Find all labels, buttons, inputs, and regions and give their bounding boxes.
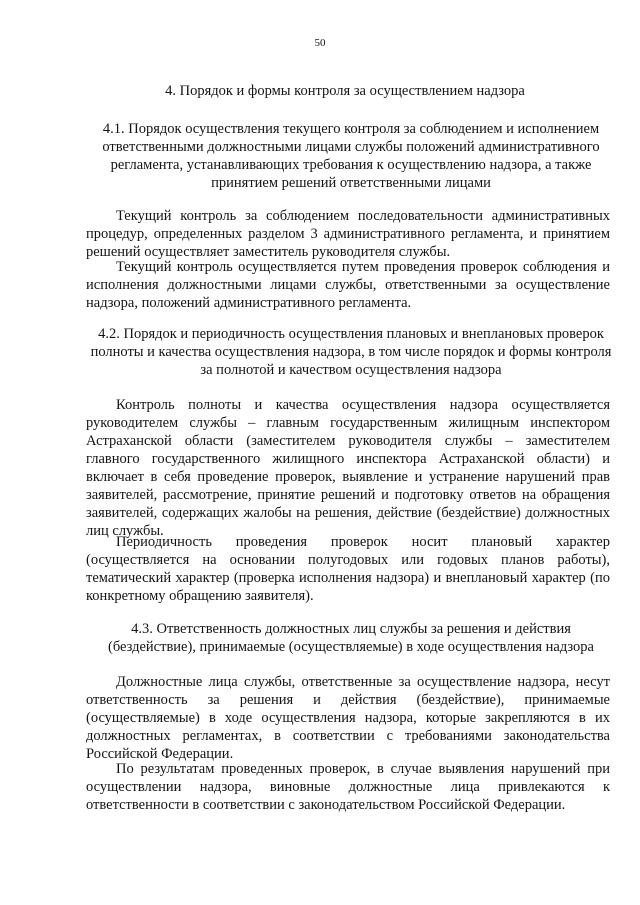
- subsection-heading-4-1: 4.1. Порядок осуществления текущего контроля за соблюдением и исполнением ответственными должностными лицами службы положений административного регламента, устанавливающих требования к осуществлению надзора, а также принятием решений ответственными лицами: [102, 121, 600, 191]
- subsection-heading-4-3: 4.3. Ответственность должностных лиц службы за решения и действия (бездействие), принимаемые (осуществляемые) в ходе осуществления надзора: [108, 621, 594, 655]
- section-title: 4. Порядок и формы контроля за осуществлением надзора: [165, 83, 525, 99]
- paragraph: Должностные лица службы, ответственные за осуществление надзора, несут ответственность за решения и действия (бездействие), принимаемые (осуществляемые) в ходе осуществления надзора, которые закрепляются в их должностных регламентах, в соответствии с требованиями законодательства Российской Федерации.: [86, 674, 610, 762]
- paragraph: По результатам проведенных проверок, в случае выявления нарушений при осуществлении надзора, виновные должностные лица привлекаются к ответственности в соответствии с законодательством Российской Федерации.: [86, 761, 610, 813]
- page-number: 50: [314, 37, 326, 49]
- paragraph: Текущий контроль осуществляется путем проведения проверок соблюдения и исполнения должностными лицами службы, ответственными за осуществление надзора, положений административного регламента.: [86, 259, 610, 311]
- paragraph: Текущий контроль за соблюдением последовательности административных процедур, определенных разделом 3 административного регламента, и принятием решений осуществляет заместитель руководителя службы.: [86, 208, 610, 260]
- subsection-heading-4-2: 4.2. Порядок и периодичность осуществления плановых и внеплановых проверок полноты и качества осуществления надзора, в том числе порядок и формы контроля за полнотой и качеством осуществления надзора: [90, 326, 612, 378]
- paragraph: Периодичность проведения проверок носит плановый характер (осуществляется на основании полугодовых или годовых планов работы), тематический характер (проверка исполнения надзора) и внеплановый характер (по конкретному обращению заявителя).: [86, 534, 610, 604]
- paragraph: Контроль полноты и качества осуществления надзора осуществляется руководителем службы – главным государственным жилищным инспектором Астраханской области (заместителем руководителя службы – заместителем главного государственного жилищного инспектора Астраханской области) и включает в себя проведение проверок, выявление и устранение нарушений прав заявителей, рассмотрение, принятие решений и подготовку ответов на обращения заявителей, содержащих жалобы на решения, действие (бездействие) должностных лиц службы.: [86, 397, 610, 539]
